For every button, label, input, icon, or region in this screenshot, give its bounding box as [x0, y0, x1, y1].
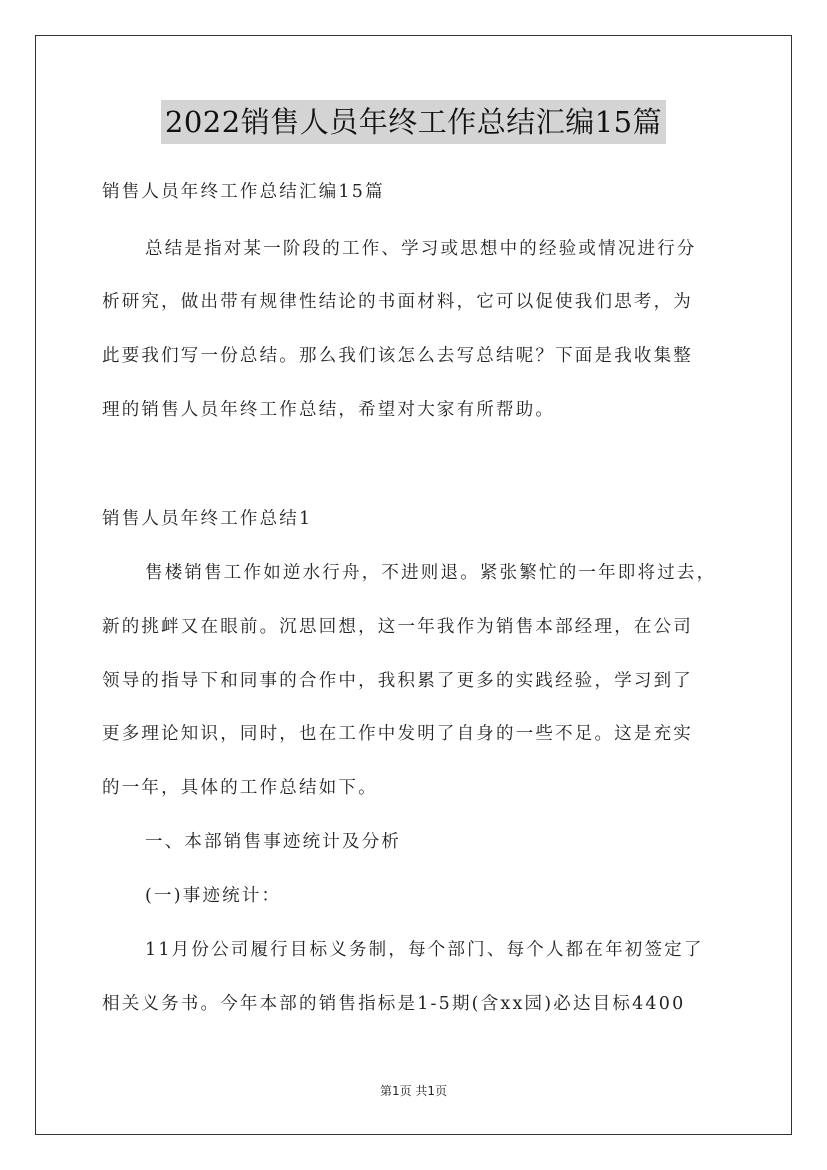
- paragraph-line: 析研究，做出带有规律性结论的书面材料，它可以促使我们思考，为: [102, 292, 693, 312]
- subsection-heading: (一)事迹统计：: [145, 886, 282, 906]
- paragraph-line: 此要我们写一份总结。那么我们该怎么去写总结呢？下面是我收集整: [102, 346, 693, 366]
- paragraph-line: 领导的指导下和同事的合作中，我积累了更多的实践经验，学习到了: [102, 671, 693, 691]
- paragraph-line: 相关义务书。今年本部的销售指标是1-5期(含xx园)必达目标4400: [102, 994, 686, 1014]
- paragraph-line: 的一年，具体的工作总结如下。: [102, 778, 378, 798]
- page-number: 第1页 共1页: [379, 1084, 448, 1098]
- subsection-heading: 一、本部销售事迹统计及分析: [145, 832, 402, 852]
- document-title: 2022销售人员年终工作总结汇编15篇: [161, 100, 666, 144]
- title-container: [0, 100, 827, 144]
- paragraph-line: 售楼销售工作如逆水行舟，不进则退。紧张繁忙的一年即将过去，: [145, 563, 717, 583]
- paragraph-line: 新的挑衅又在眼前。沉思回想，这一年我作为销售本部经理，在公司: [102, 617, 693, 637]
- paragraph-line: 11月份公司履行目标义务制，每个部门、每个人都在年初签定了: [145, 940, 704, 960]
- paragraph-line: 理的销售人员年终工作总结，希望对大家有所帮助。: [102, 400, 556, 420]
- section-heading: 销售人员年终工作总结1: [102, 509, 313, 529]
- paragraph-line: 总结是指对某一阶段的工作、学习或思想中的经验或情况进行分: [145, 239, 697, 259]
- paragraph-line: 更多理论知识，同时，也在工作中发明了自身的一些不足。这是充实: [102, 724, 693, 744]
- subtitle-line: 销售人员年终工作总结汇编15篇: [102, 182, 385, 202]
